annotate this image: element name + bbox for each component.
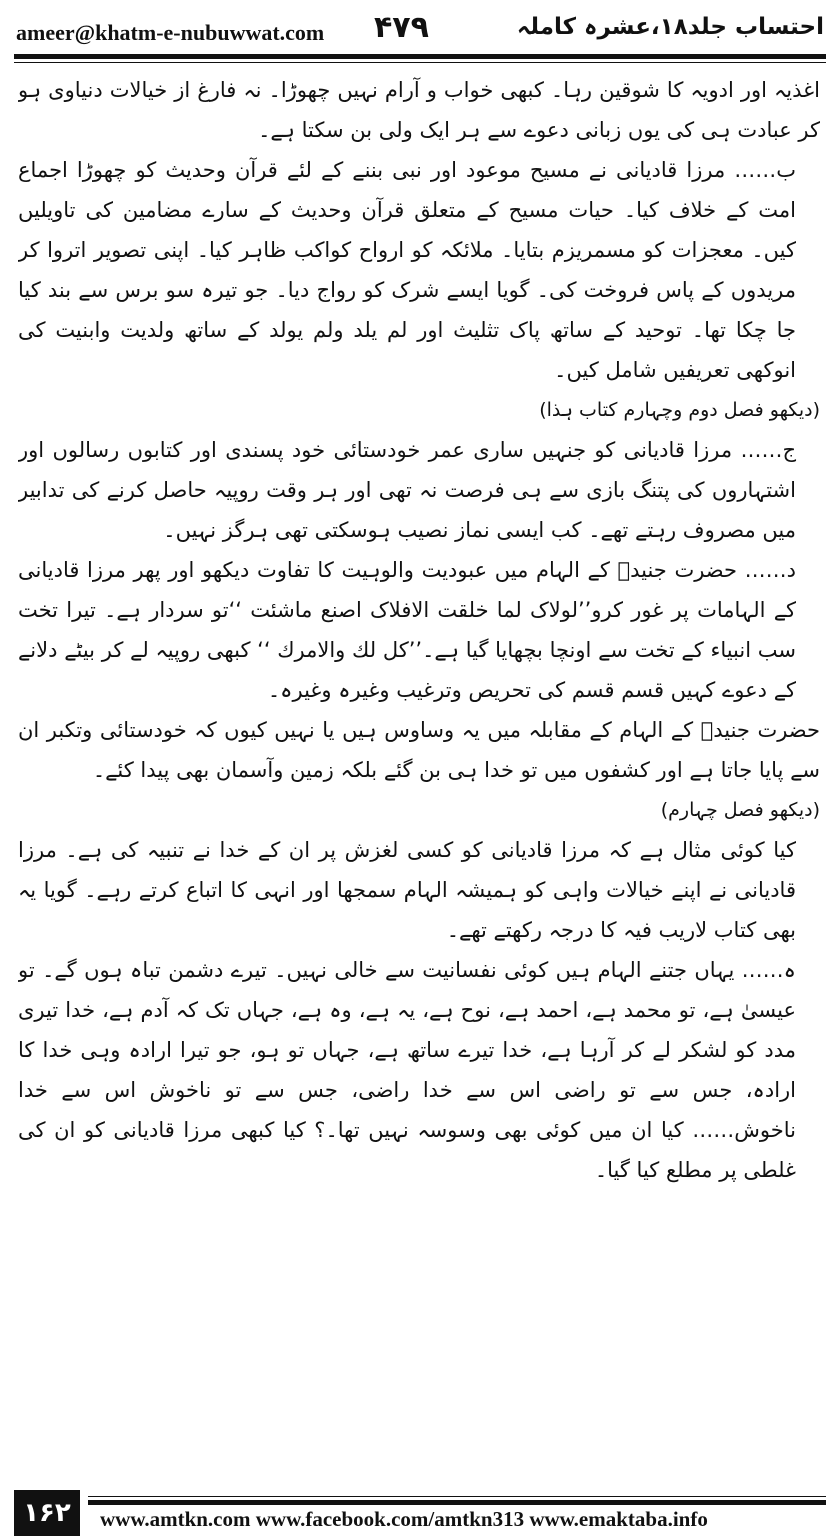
footer-page-number-box xyxy=(14,1490,80,1536)
header-rule-thin xyxy=(14,62,826,63)
reference-note-1: (دیکھو فصل دوم وچہارم کتاب ہذا) xyxy=(539,399,820,421)
header-email: ameer@khatm-e-nubuwwat.com xyxy=(16,20,325,45)
reference-note-2: (دیکھو فصل چہارم) xyxy=(660,799,820,821)
header-book-title: احتساب جلد۱۸،عشرہ کاملہ xyxy=(516,14,824,40)
footer-rule-thick xyxy=(88,1500,826,1505)
footer-page-number: ۱۶۲ xyxy=(23,1498,71,1528)
page-header xyxy=(14,6,826,50)
paragraph-continuation: اغذیہ اور ادویہ کا شوقین رہا۔ کبھی خواب و آرام نہیں چھوڑا۔ نہ فارغ از خیالات دنیاوی ہو کر عبادت ہی کی یوں زبانی دعوے سے ہر ایک ولی بن سکتا ہے۔ xyxy=(18,78,820,142)
paragraph-d: د…… حضرت جنیدؒ کے الہام میں عبودیت والوہیت کا تفاوت دیکھو اور پھر مرزا قادیانی کے الہامات پر غور کرو’’لولاک لما خلقت الافلاک اصنع ماشئت ‘‘تو سردار ہے۔ تیرا تخت سب انبیاء کے تخت سے اونچا بچھایا گیا ہے۔’’کل لك والامرك ‘‘ کبھی روپیہ لے کر بیٹے دلانے کے دعوے کہیں قسم قسم کی تحریص وترغیب وغیرہ وغیرہ۔ xyxy=(18,558,796,702)
paragraph-h: ہ…… یہاں جتنے الہام ہیں کوئی نفسانیت سے خالی نہیں۔ تیرے دشمن تباہ ہوں گے۔ تو عیسیٰ ہے، تو محمد ہے، احمد ہے، نوح ہے، یہ ہے، وہ ہے، جہاں تک کہ آدم ہے، خدا تیری مدد کو لشکر لے کر آرہا ہے، خدا تیرے ساتھ ہے، جہاں تو ہو، جو تیرا ارادہ وہی خدا کا ارادہ، جس سے تو راضی اس سے خدا راضی، جس سے تو ناخوش اس سے خدا ناخوش…… کیا ان میں کوئی بھی وسوسہ نہیں تھا۔؟ کیا کبھی مرزا قادیانی کو ان کی غلطی پر مطلع کیا گیا۔ xyxy=(18,958,796,1182)
paragraph-j: ج…… مرزا قادیانی کو جنہیں ساری عمر خودستائی خود پسندی اور کتابوں رسالوں اور اشتہاروں کی پتنگ بازی سے ہی فرصت نہ تھی اور ہر وقت روپیہ حاصل کرنے کی تدابیر میں مصروف رہتے تھے۔ کب ایسی نماز نصیب ہوسکتی تھی ہرگز نہیں۔ xyxy=(18,438,796,542)
paragraph-junaid: حضرت جنیدؒ کے الہام کے مقابلہ میں یہ وساوس ہیں یا نہیں کیوں کہ خودستائی وتکبر ان سے پایا جاتا ہے اور کشفوں میں تو خدا ہی بن گئے بلکہ زمین وآسمان بھی پیدا کئے۔ xyxy=(18,718,820,782)
header-rule-thick xyxy=(14,54,826,59)
header-page-number: ۴۷۹ xyxy=(374,10,429,45)
paragraph-example: کیا کوئی مثال ہے کہ مرزا قادیانی کو کسی لغزش پر ان کے خدا نے تنبیہ کی ہے۔ مرزا قادیانی نے اپنے خیالات واہی کو ہمیشہ الہام سمجھا اور انہی کا اتباع کرتے رہے۔ گویا یہ بھی کتاب لاریب فیہ کا درجہ رکھتے تھے۔ xyxy=(18,838,796,942)
footer-rule-thin xyxy=(88,1496,826,1497)
footer-links: www.amtkn.com www.facebook.com/amtkn313 www.emaktaba.info xyxy=(100,1507,708,1531)
page-footer xyxy=(14,1490,826,1536)
paragraph-b: ب…… مرزا قادیانی نے مسیح موعود اور نبی بننے کے لئے قرآن وحدیث کو چھوڑا اجماع امت کے خلاف کیا۔ حیات مسیح کے متعلق قرآن وحدیث کے سارے مضامین کی تاویلیں کیں۔ معجزات کو مسمریزم بتایا۔ ملائکہ کو ارواح کواکب ظاہر کیا۔ اپنی تصویر اتروا کر مریدوں کے پاس فروخت کی۔ گویا ایسے شرک کو رواج دیا۔ جو تیرہ سو برس سے بند کیا جا چکا تھا۔ توحید کے ساتھ پاک تثلیث اور لم یلد ولم یولد کے ساتھ ولدیت وابنیت کی انوکھی تعریفیں شامل کیں۔ xyxy=(18,158,796,382)
page-body xyxy=(18,70,820,1465)
